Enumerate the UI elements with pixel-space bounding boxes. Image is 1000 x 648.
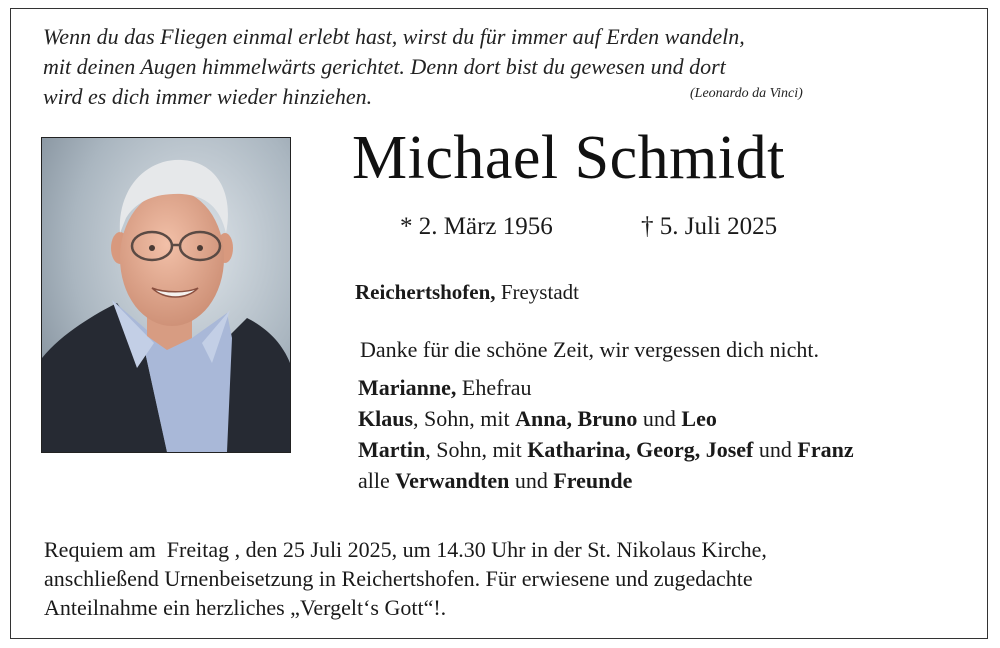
relation: , Sohn, mit (425, 437, 528, 462)
mourner-line (358, 434, 854, 465)
quote-line: mit deinen Augen himmelwärts gerichtet. Denn dort bist du gewesen und dort (43, 54, 726, 79)
mourner-line (358, 403, 854, 434)
conjunction: und (642, 406, 676, 431)
notice-line: Anteilnahme ein herzliches „Vergelt‘s Gott“!. (44, 595, 447, 620)
mourner-name: Josef (705, 437, 754, 462)
mourner-name: Martin (358, 437, 426, 462)
quote-line: Wenn du das Fliegen einmal erlebt hast, wirst du für immer auf Erden wandeln, (43, 24, 745, 49)
mourner-line (358, 372, 854, 403)
mourner-name: Bruno (577, 406, 638, 431)
mourner-name: Georg, (636, 437, 701, 462)
quote-line: wird es dich immer wieder hinziehen. (43, 84, 373, 109)
place-secondary: Freystadt (500, 280, 579, 304)
mourner-name: Katharina, (527, 437, 631, 462)
notice-line: anschließend Urnenbeisetzung in Reichertshofen. Für erwiesene und zugedachte (44, 566, 753, 591)
place-of-residence (355, 280, 579, 305)
deceased-name: Michael Schmidt (352, 124, 785, 192)
mourner-line (358, 465, 854, 496)
notice-line: Requiem am Freitag , den 25 Juli 2025, um 14.30 Uhr in der St. Nikolaus Kirche, (44, 537, 767, 562)
quote-author: (Leonardo da Vinci) (690, 86, 803, 101)
mourner-name: Klaus (358, 406, 414, 431)
birth-date: * 2. März 1956 (400, 213, 553, 240)
mourner-name: Franz (797, 437, 854, 462)
mourner-name: Leo (681, 406, 717, 431)
relation: alle (358, 468, 390, 493)
death-date: † 5. Juli 2025 (641, 213, 778, 240)
relation: Ehefrau (461, 375, 532, 400)
thanks-line: Danke für die schöne Zeit, wir vergessen dich nicht. (360, 337, 820, 362)
portrait-photo (41, 137, 291, 453)
conjunction: und (758, 437, 792, 462)
relation: , Sohn, mit (413, 406, 516, 431)
mourner-name: Freunde (553, 468, 633, 493)
mourner-name: Verwandten (395, 468, 510, 493)
mourners-list (358, 372, 854, 496)
place-main: Reichertshofen, (355, 280, 496, 304)
mourner-name: Marianne, (358, 375, 457, 400)
funeral-notice (44, 535, 767, 622)
mourner-name: Anna, (515, 406, 572, 431)
conjunction: und (514, 468, 548, 493)
